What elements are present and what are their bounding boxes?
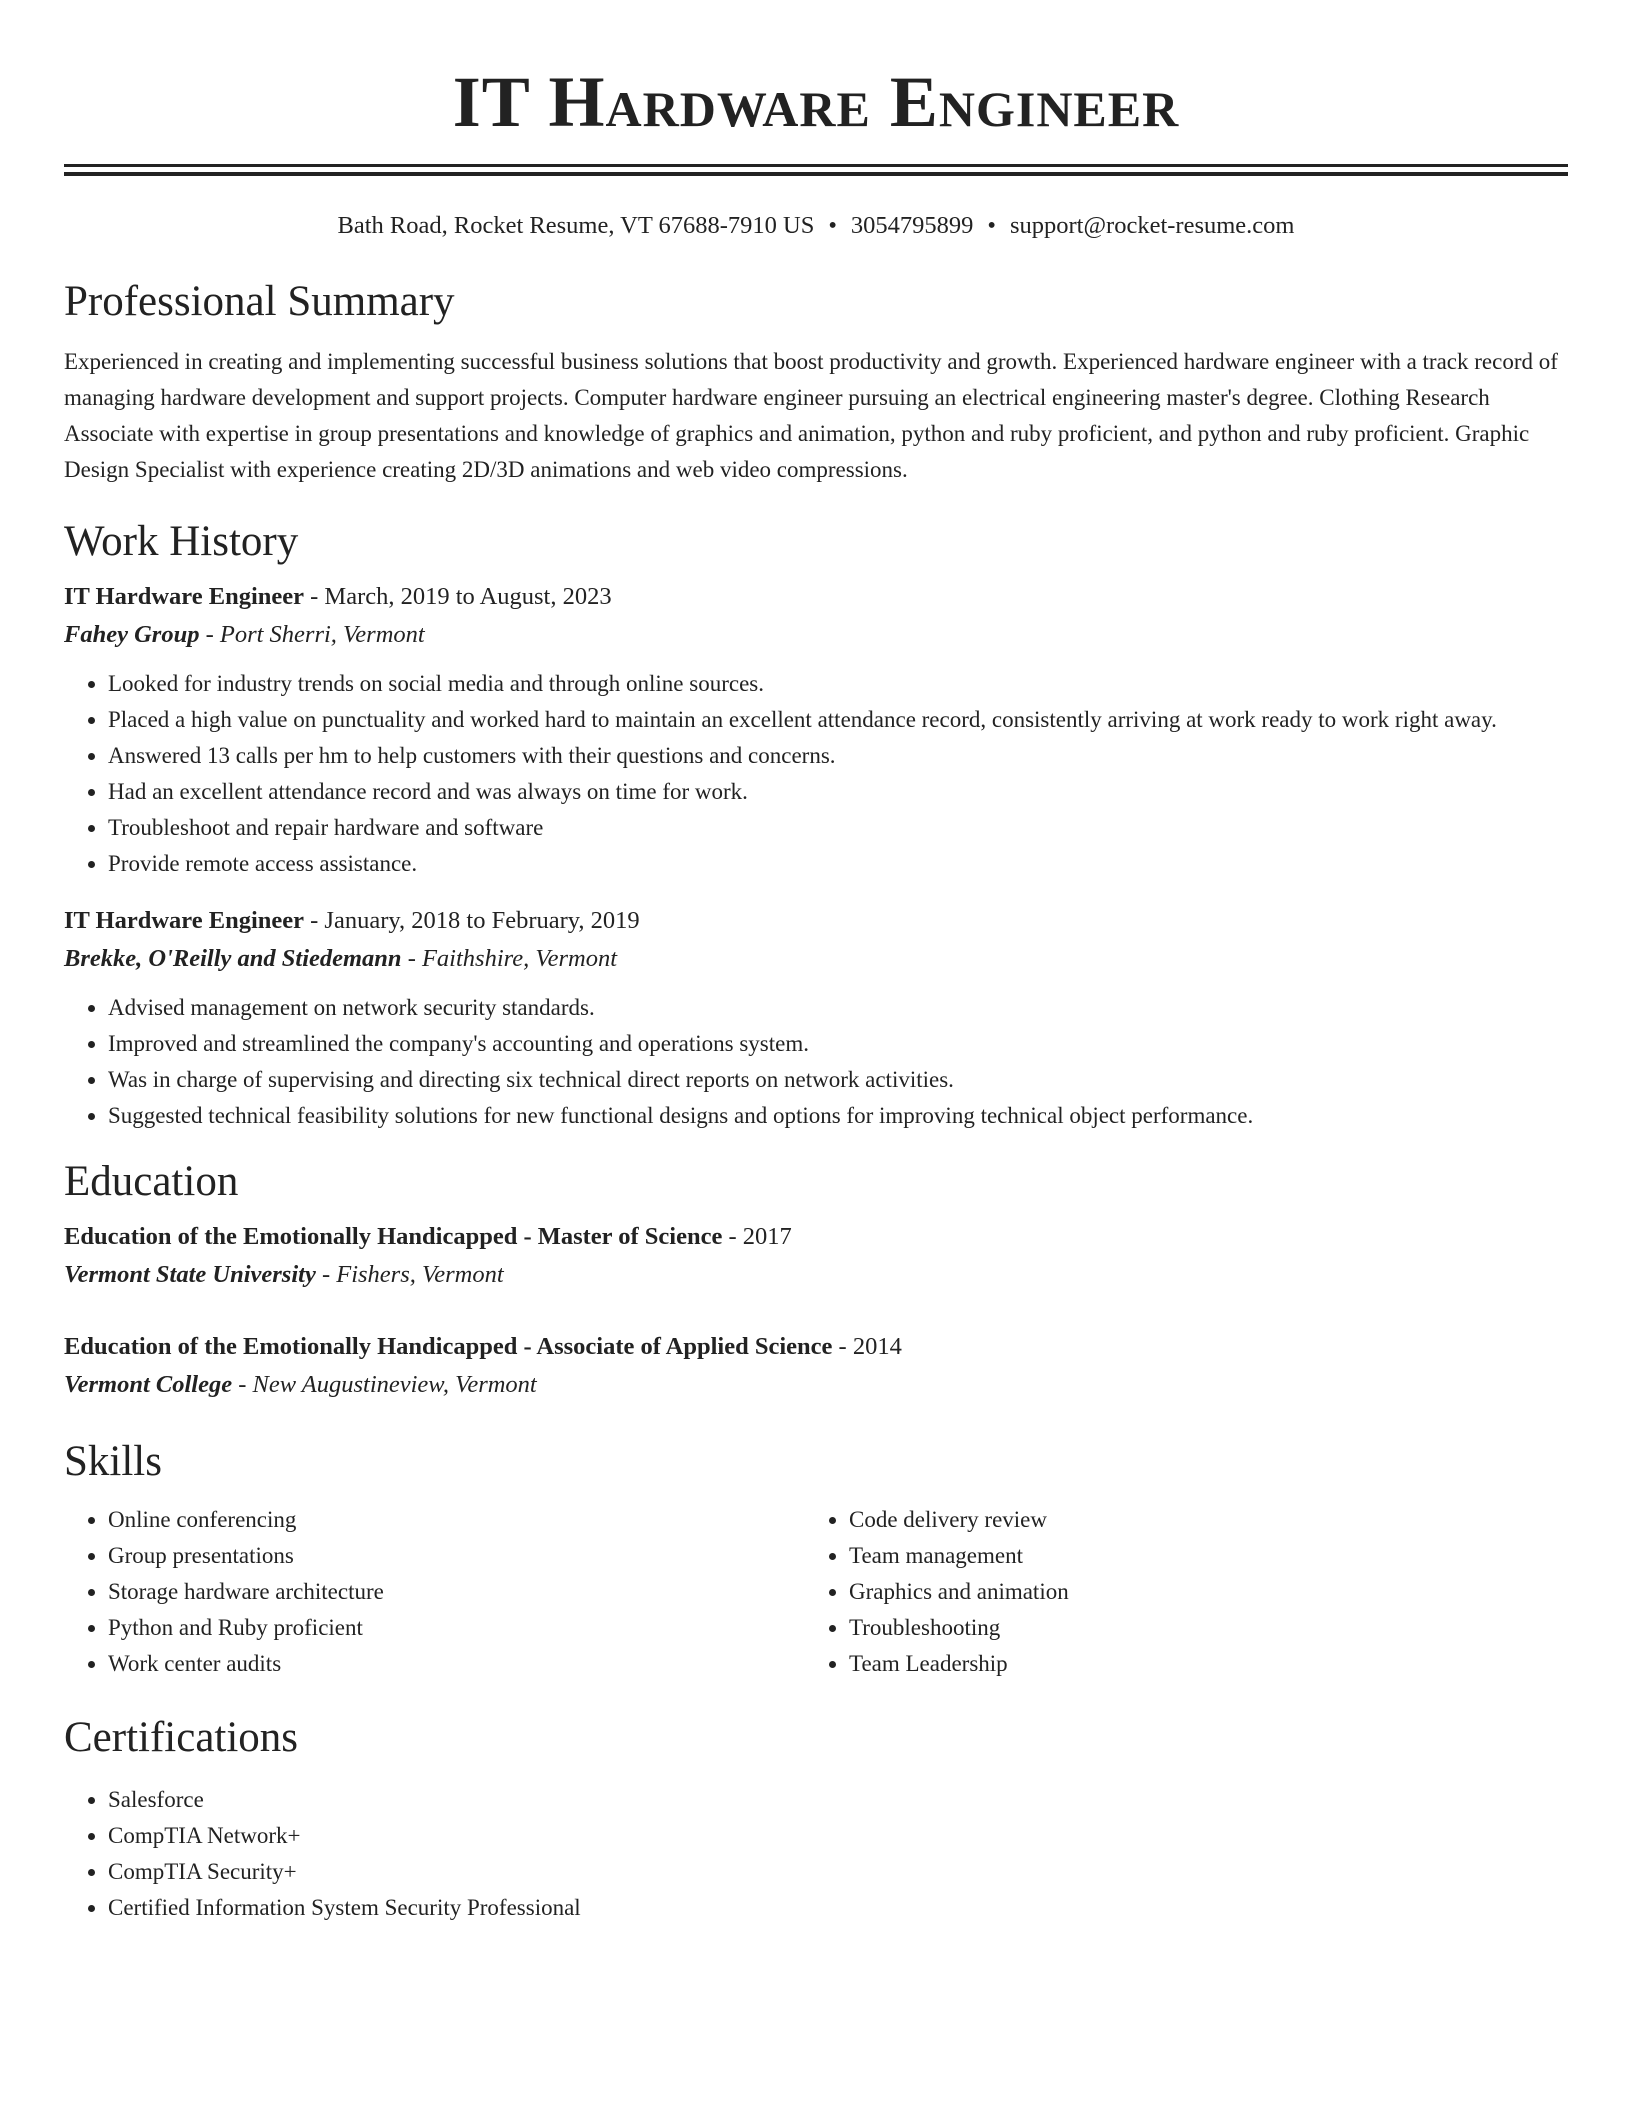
- job-title-line: [64, 902, 1568, 940]
- summary-paragraph: Experienced in creating and implementing successful business solutions that boost productivity and growth. Experienced hardware engineer with a track record of managing hardware development and support projects. Computer hardware engineer pursuing an electrical engineering master's degree. Clothing Research Associate with expertise in group presentations and knowledge of graphics and animation, python and ruby proficient, and python and ruby proficient. Graphic Design Specialist with experience creating 2D/3D animations and web video compressions.: [64, 349, 1558, 482]
- skills-list-right: [805, 1502, 1546, 1682]
- job-bullets: [64, 990, 1568, 1134]
- section-heading-education: Education: [64, 1158, 239, 1205]
- job-title-line: [64, 578, 1568, 616]
- job-title: IT Hardware Engineer: [64, 583, 305, 610]
- education-entry: [64, 1328, 1568, 1404]
- contact-separator: •: [828, 212, 837, 239]
- skill-item: • Group presentations: [108, 1538, 805, 1574]
- job-company: Brekke, O'Reilly and Stiedemann: [64, 945, 402, 972]
- job-company-line: [64, 940, 1568, 978]
- job-company: Fahey Group: [64, 621, 200, 648]
- skill-item: • Storage hardware architecture: [108, 1574, 805, 1610]
- contact-email: support@rocket-resume.com: [1009, 212, 1295, 239]
- skill-item: • Code delivery review: [849, 1502, 1546, 1538]
- education-degree-line: [64, 1218, 1568, 1256]
- job-company-line: [64, 616, 1568, 654]
- header-divider-thick: [64, 172, 1568, 176]
- job-dates: - January, 2018 to February, 2019: [304, 907, 640, 934]
- job-bullet: • Was in charge of supervising and directing six technical direct reports on network activities.: [108, 1062, 1568, 1098]
- education-degree: Education of the Emotionally Handicapped - Master of Science: [64, 1223, 723, 1250]
- skills-columns: [64, 1502, 1568, 1682]
- job-location: - Port Sherri, Vermont: [199, 621, 425, 648]
- contact-phone: 3054795899: [850, 212, 974, 239]
- skills-list-left: [64, 1502, 805, 1682]
- resume-page: [64, 0, 1568, 1926]
- skill-item: • Team management: [849, 1538, 1546, 1574]
- skill-item: • Team Leadership: [849, 1646, 1546, 1682]
- skill-item: • Online conferencing: [108, 1502, 805, 1538]
- contact-address: Bath Road, Rocket Resume, VT 67688-7910 US: [337, 212, 815, 239]
- skill-item: • Troubleshooting: [849, 1610, 1546, 1646]
- job-bullet: • Provide remote access assistance.: [108, 846, 1568, 882]
- education-school: Vermont College: [64, 1371, 233, 1398]
- education-degree-line: [64, 1328, 1568, 1366]
- certification-item: • Certified Information System Security Professional: [108, 1890, 1568, 1926]
- certification-item: • CompTIA Security+: [108, 1854, 1568, 1890]
- job-bullets: [64, 666, 1568, 882]
- certifications-list: [64, 1782, 1568, 1926]
- job-entry: [64, 902, 1568, 1134]
- section-heading-summary: Professional Summary: [64, 278, 455, 325]
- contact-line: [64, 210, 1568, 242]
- education-school-line: [64, 1366, 1568, 1404]
- education-school: Vermont State University: [64, 1261, 316, 1288]
- job-bullet: • Had an excellent attendance record and was always on time for work.: [108, 774, 1568, 810]
- job-bullet: • Looked for industry trends on social media and through online sources.: [108, 666, 1568, 702]
- certification-item: • CompTIA Network+: [108, 1818, 1568, 1854]
- job-dates: - March, 2019 to August, 2023: [304, 583, 612, 610]
- job-bullet: • Troubleshoot and repair hardware and software: [108, 810, 1568, 846]
- skill-item: • Work center audits: [108, 1646, 805, 1682]
- header-divider-thin: [64, 164, 1568, 167]
- job-bullet: • Answered 13 calls per hm to help customers with their questions and concerns.: [108, 738, 1568, 774]
- job-location: - Faithshire, Vermont: [401, 945, 618, 972]
- education-year: - 2017: [722, 1223, 792, 1250]
- section-heading-work-history: Work History: [64, 518, 299, 565]
- resume-name-heading: IT Hardware Engineer: [452, 62, 1180, 142]
- education-entry: [64, 1218, 1568, 1294]
- education-location: - New Augustineview, Vermont: [232, 1371, 537, 1398]
- job-bullet: • Placed a high value on punctuality and worked hard to maintain an excellent attendance record, consistently arriving at work ready to work right away.: [108, 702, 1568, 738]
- job-entry: [64, 578, 1568, 882]
- skill-item: • Python and Ruby proficient: [108, 1610, 805, 1646]
- contact-separator: •: [987, 212, 996, 239]
- education-school-line: [64, 1256, 1568, 1294]
- job-bullet: • Suggested technical feasibility solutions for new functional designs and options for improving technical object performance.: [108, 1098, 1568, 1134]
- education-year: - 2014: [832, 1333, 902, 1360]
- certification-item: • Salesforce: [108, 1782, 1568, 1818]
- education-location: - Fishers, Vermont: [315, 1261, 504, 1288]
- education-degree: Education of the Emotionally Handicapped - Associate of Applied Science: [64, 1333, 833, 1360]
- job-title: IT Hardware Engineer: [64, 907, 305, 934]
- job-bullet: • Improved and streamlined the company's accounting and operations system.: [108, 1026, 1568, 1062]
- section-heading-skills: Skills: [64, 1438, 162, 1485]
- section-heading-certifications: Certifications: [64, 1714, 299, 1761]
- job-bullet: • Advised management on network security standards.: [108, 990, 1568, 1026]
- skill-item: • Graphics and animation: [849, 1574, 1546, 1610]
